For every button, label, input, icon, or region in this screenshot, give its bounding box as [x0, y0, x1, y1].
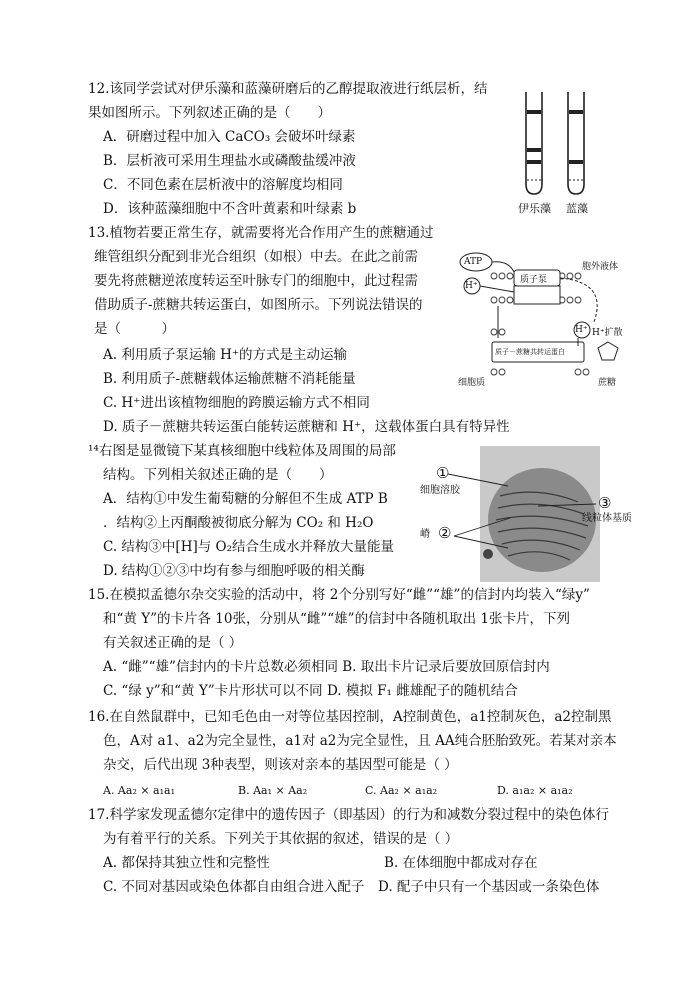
q13-line-5: 是（ ） — [94, 321, 175, 337]
cytoplasm-label: 细胞质 — [458, 378, 486, 388]
q13-line-2: 维管组织分配到非光合组织（如根）中去。在此之前需 — [94, 249, 418, 265]
q13-line-1: 13.植物若要正常生存，就需要将光合作用产生的蔗糖通过 — [88, 225, 434, 241]
q16-option-d: D. a₁a₂ × a₁a₂ — [497, 784, 573, 797]
q13-line-4: 借助质子-蔗糖共转运蛋白，如图所示。下列说法错误的 — [94, 297, 423, 313]
q15-options-cd: C. “绿 y”和“黄 Y”卡片形状可以不同 D. 模拟 F₁ 雌雄配子的随机结合 — [103, 683, 518, 699]
q16-line-2: 色，A对 a1、a2为完全显性，a1对 a2为完全显性，且 AA纯合胚胎致死。若某对亲本 — [103, 733, 617, 749]
q15-line-1: 15.在模拟孟德尔杂交实验的活动中，将 2个分别写好“雌”“雄”的信封内均装入“绿y” — [88, 587, 590, 603]
q17-line-1: 17.科学家发现孟德尔定律中的遗传因子（即基因）的行为和减数分裂过程中的染色体行 — [88, 807, 609, 823]
q13-option-a: A. 利用质子泵运输 H⁺的方式是主动运输 — [103, 347, 348, 363]
structure-1-marker: ① — [436, 464, 450, 482]
q14-option-d: D. 结构①②③中均有参与细胞呼吸的相关酶 — [103, 563, 365, 579]
q14-option-a: A．结构①中发生葡萄糖的分解但不生成 ATP B — [103, 491, 388, 507]
q14-option-c: C. 结构③中[H]与 O₂结合生成水并释放大量能量 — [103, 539, 395, 555]
q14-line-1: ¹⁴右图是显微镜下某真核细胞中线粒体及周围的局部 — [88, 443, 396, 459]
crista-label: 嵴 — [420, 529, 430, 540]
q16-option-c: C. Aa₂ × a₁a₂ — [365, 784, 438, 797]
q15-line-3: 有关叙述正确的是（ ） — [103, 635, 243, 651]
q12-option-c: C．不同色素在层析液中的溶解度均相同 — [103, 177, 343, 193]
carrier-protein-label: 质子－蔗糖共转运蛋白 — [495, 348, 565, 356]
q17-option-c: C. 不同对基因或染色体都自由组合进入配子 — [103, 879, 365, 895]
sucrose-label: 蔗糖 — [598, 378, 617, 388]
q12-line-1: 12.该同学尝试对伊乐藻和蓝藻研磨后的乙醇提取液进行纸层析，结 — [88, 81, 488, 97]
q14-line-2: 结构。下列相关叙述正确的是（ ） — [103, 467, 333, 483]
q13-option-c: C. H⁺进出该植物细胞的跨膜运输方式不相同 — [103, 395, 370, 411]
q13-option-d: D. 质子－蔗糖共转运蛋白能转运蔗糖和 H⁺，这载体蛋白具有特异性 — [103, 419, 510, 435]
q14-option-b: ．结构②上丙酮酸被彻底分解为 CO₂ 和 H₂O — [103, 515, 374, 531]
q12-option-b: B．层析液可采用生理盐水或磷酸盐缓冲液 — [103, 153, 356, 169]
cytosol-label: 细胞溶胶 — [420, 485, 460, 496]
q13-option-b: B. 利用质子-蔗糖载体运输蔗糖不消耗能量 — [103, 371, 356, 387]
q15-line-2: 和“黄 Y”的卡片各 10张，分别从“雌”“雄”的信封中各随机取出 1张卡片，下列 — [103, 611, 570, 627]
h-plus-right-label: H⁺ — [575, 325, 588, 335]
label-yilezao: 伊乐藻 — [518, 202, 551, 215]
q16-option-a: A. Aa₂ × a₁a₁ — [103, 784, 175, 797]
mitochondria-figure — [418, 446, 636, 584]
label-lanzao: 蓝藻 — [566, 202, 588, 215]
q17-option-d: D. 配子中只有一个基因或一条染色体 — [378, 879, 600, 895]
h-plus-diffuse-label: H⁺扩散 — [592, 328, 623, 338]
proton-pump-label: 质子泵 — [520, 275, 548, 285]
q12-option-a: A．研磨过程中加入 CaCO₃ 会破坏叶绿素 — [103, 129, 356, 145]
q17-option-b: B. 在体细胞中都成对存在 — [384, 855, 538, 871]
q12-line-2: 果如图所示。下列叙述正确的是（ ） — [88, 105, 331, 121]
q16-line-3: 杂交，后代出现 3种表型，则该对亲本的基因型可能是（ ） — [103, 757, 458, 773]
q16-option-b: B. Aa₁ × Aa₂ — [238, 784, 308, 797]
q13-line-3: 要先将蔗糖逆浓度转运至叶脉专门的细胞中，此过程需 — [94, 273, 418, 289]
structure-2-marker: ② — [438, 524, 452, 542]
structure-3-marker: ③ — [598, 494, 612, 512]
q17-line-2: 为有着平行的关系。下列关于其依据的叙述，错误的是（ ） — [103, 831, 459, 847]
extracellular-label: 胞外液体 — [582, 262, 619, 272]
h-plus-left-label: H⁺ — [465, 281, 478, 291]
q16-line-1: 16.在自然鼠群中，已知毛色由一对等位基因控制，A控制黄色，a1控制灰色，a2控制黑 — [88, 709, 612, 725]
q12-option-d: D．该种蓝藻细胞中不含叶黄素和叶绿素 b — [103, 201, 357, 217]
matrix-label: 线粒体基质 — [582, 513, 632, 524]
q17-option-a: A. 都保持其独立性和完整性 — [103, 855, 270, 871]
q15-options-ab: A. “雌”“雄”信封内的卡片总数必须相同 B. 取出卡片记录后要放回原信封内 — [103, 659, 550, 675]
chromatography-figure — [518, 88, 602, 220]
proton-pump-figure — [458, 246, 624, 394]
atp-label: ATP — [464, 257, 483, 267]
